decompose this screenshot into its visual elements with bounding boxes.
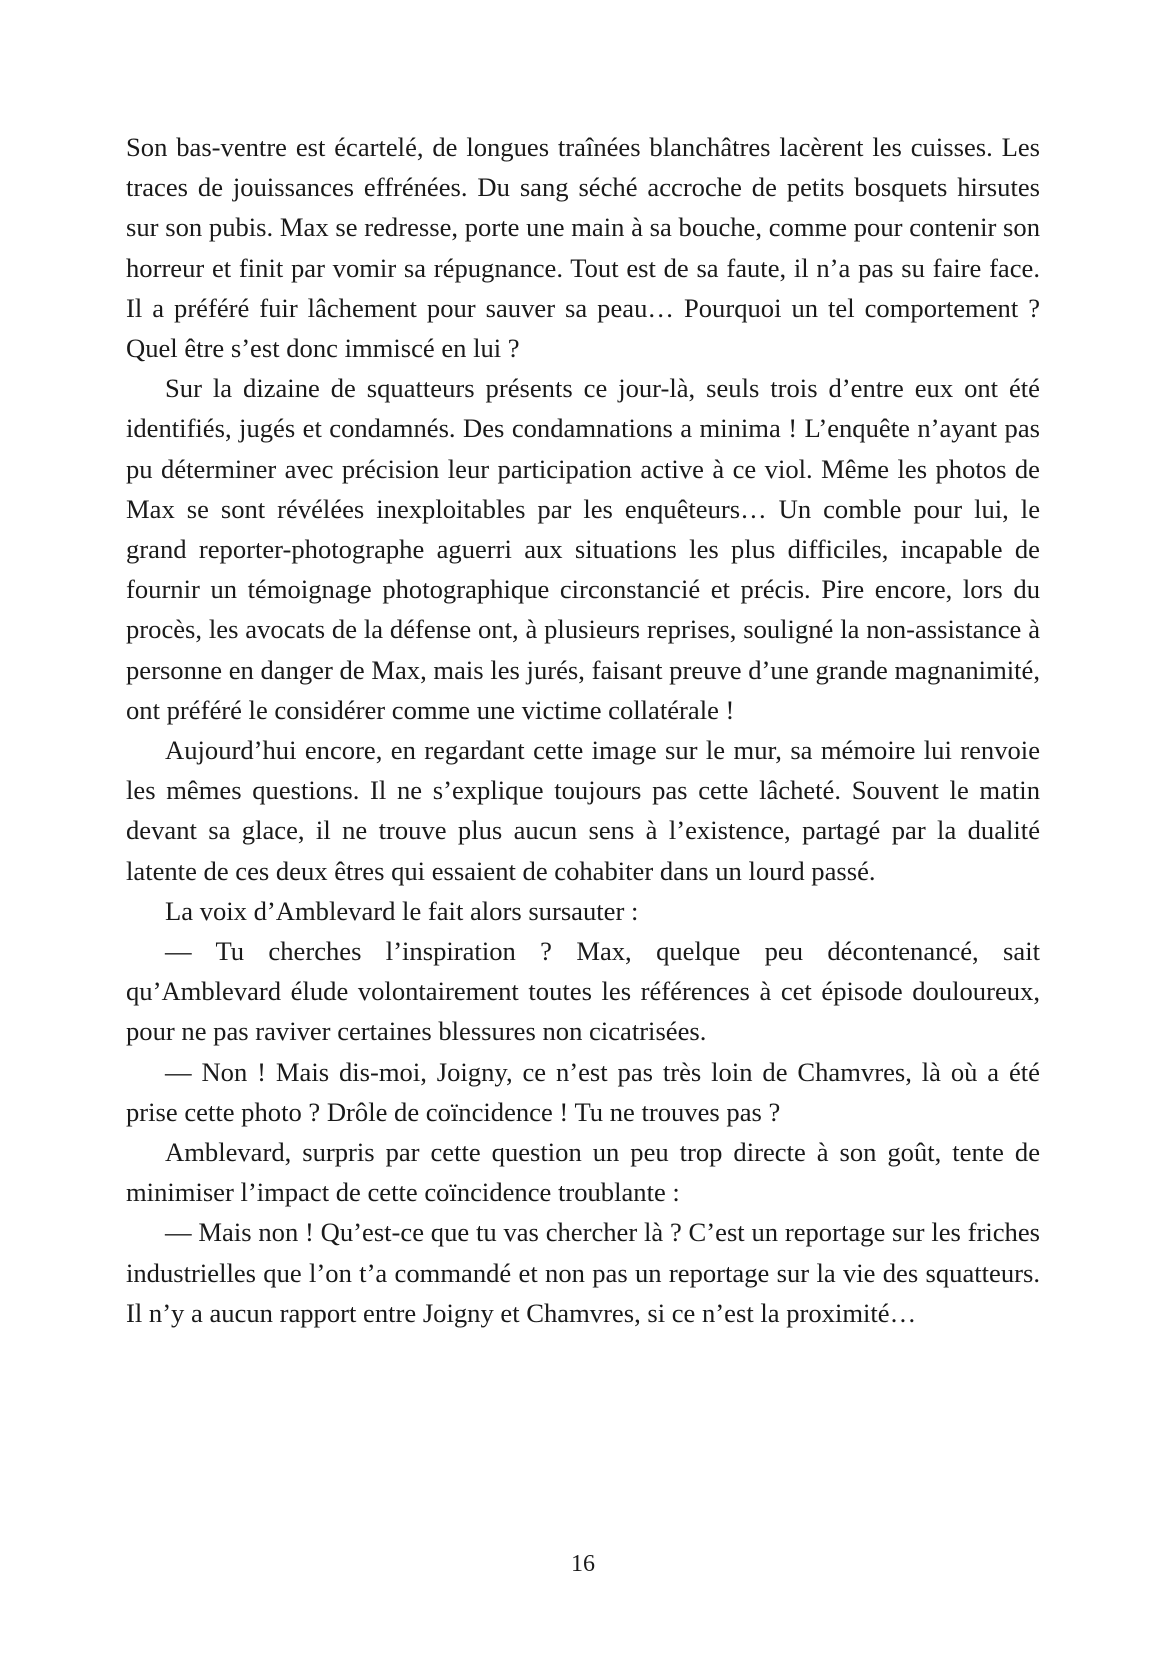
page-body-text xyxy=(126,127,1040,1333)
paragraph-2: Sur la dizaine de squatteurs présents ce jour-là, seuls trois d’entre eux ont été identifiés, jugés et condamnés. Des condamnations a minima ! L’enquête n’ayant pas pu déterminer avec précision leur participation active à ce viol. Même les photos de Max se sont révélées inexploitables par les enquêteurs… Un comble pour lui, le grand reporter-photographe aguerri aux situations les plus difficiles, incapable de fournir un témoignage photographique circonstancié et précis. Pire encore, lors du procès, les avocats de la défense ont, à plusieurs reprises, souligné la non-assistance à personne en danger de Max, mais les jurés, faisant preuve d’une grande magnanimité, ont préféré le considérer comme une victime collatérale ! xyxy=(126,373,1040,725)
paragraph-1: Son bas-ventre est écartelé, de longues traînées blanchâtres lacèrent les cuisses. Les traces de jouissances effrénées. Du sang séché accroche de petits bosquets hirsutes sur son pubis. Max se redresse, porte une main à sa bouche, comme pour contenir son horreur et finit par vomir sa répugnance. Tout est de sa faute, il n’a pas su faire face. Il a préféré fuir lâchement pour sauver sa peau… Pourquoi un tel comportement ? Quel être s’est donc immiscé en lui ? xyxy=(126,132,1040,364)
dialogue-line-2: — Non ! Mais dis-moi, Joigny, ce n’est pas très loin de Chamvres, là où a été prise cette photo ? Drôle de coïncidence ! Tu ne trouves pas ? xyxy=(126,1056,1040,1127)
paragraph-3: Aujourd’hui encore, en regardant cette image sur le mur, sa mémoire lui renvoie les mêmes questions. Il ne s’explique toujours pas cette lâcheté. Souvent le matin devant sa glace, il ne trouve plus aucun sens à l’existence, partagé par la dualité latente de ces deux êtres qui essaient de cohabiter dans un lourd passé. xyxy=(126,735,1040,886)
dialogue-line-1: — Tu cherches l’inspiration ? Max, quelque peu décontenancé, sait qu’Amblevard élude volontairement toutes les références à cet épisode douloureux, pour ne pas raviver certaines blessures non cicatrisées. xyxy=(126,936,1040,1047)
paragraph-5: Amblevard, surpris par cette question un peu trop directe à son goût, tente de minimiser l’impact de cette coïncidence troublante : xyxy=(126,1137,1040,1208)
dialogue-line-3: — Mais non ! Qu’est-ce que tu vas chercher là ? C’est un reportage sur les friches industrielles que l’on t’a commandé et non pas un reportage sur la vie des squatteurs. Il n’y a aucun rapport entre Joigny et Chamvres, si ce n’est la proximité… xyxy=(126,1217,1040,1328)
paragraph-4: La voix d’Amblevard le fait alors sursauter : xyxy=(165,895,639,926)
page-number: 16 xyxy=(571,1551,595,1577)
